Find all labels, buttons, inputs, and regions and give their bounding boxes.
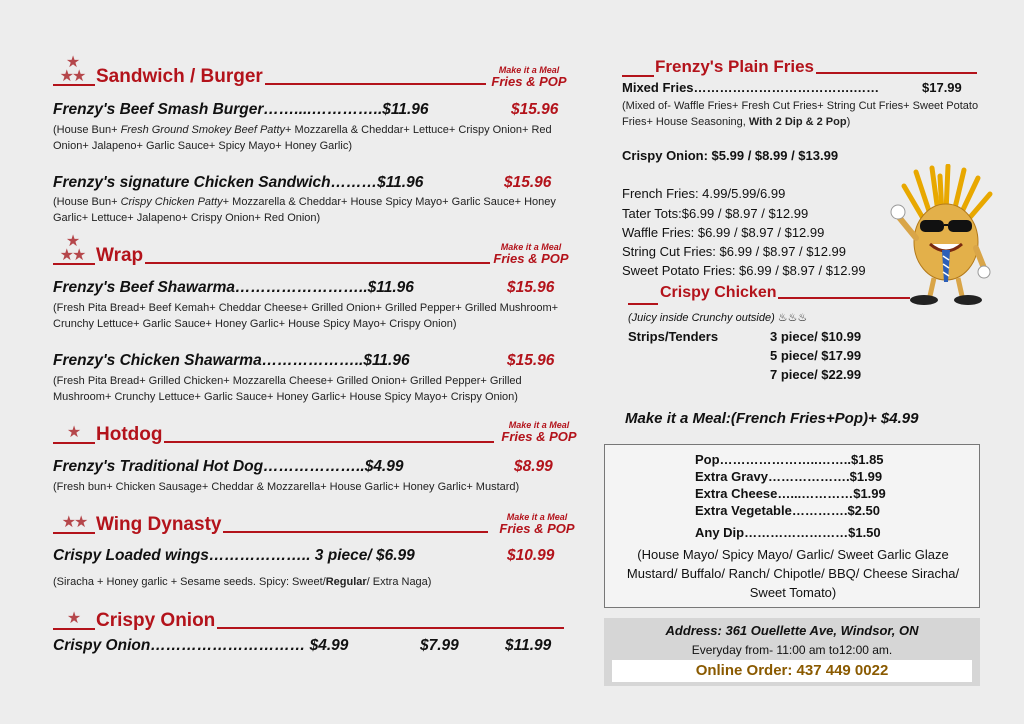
star-icon: ★ ★★ <box>59 54 85 85</box>
item-name: Frenzy's Chicken Shawarma………………..$11.96 <box>53 352 410 369</box>
section-underline <box>53 84 95 86</box>
section-title: Hotdog <box>96 424 163 445</box>
section-header-hotdog <box>96 424 494 446</box>
item-description: (House Bun+ Crispy Chicken Patty+ Mozzarella & Cheddar+ House Spicy Mayo+ Garlic Sauce+ Honey Garlic+ Lettuce+ Jalapeno+ Crispy Onion+ Red Onion) <box>53 196 556 224</box>
addon-item: Extra Cheese…...…………$1.99 <box>695 486 886 501</box>
item-name: Frenzy's Beef Shawarma……………………..$11.96 <box>53 279 414 296</box>
item-description: (Fresh Pita Bread+ Grilled Chicken+ Mozzarella Cheese+ Grilled Onion+ Grilled Pepper+ Grilled Mushroom+ Crunchy Lettuce+ Garlic Sauce+ Honey Garlic+ House Spicy Mayo+ Crispy Onion) <box>53 375 522 403</box>
section-header-sandwich <box>96 66 486 88</box>
meal-price: $15.96 <box>507 352 555 369</box>
meal-tag: Make it a Meal Fries & POP <box>493 242 569 266</box>
section-title: Sandwich / Burger <box>96 66 263 87</box>
meal-price: $10.99 <box>507 547 555 564</box>
section-underline <box>53 628 95 630</box>
item-price: $7.99 <box>420 637 459 654</box>
section-underline <box>53 532 95 534</box>
item-price: $11.99 <box>505 637 552 654</box>
item-name: Frenzy's Traditional Hot Dog………………..$4.99 <box>53 458 404 475</box>
mixed-fries-description: (Mixed of- Waffle Fries+ Fresh Cut Fries+ String Cut Fries+ Sweet Potato Fries+ House Seasoning, With 2 Dip & 2 Pop) <box>622 100 979 128</box>
chicken-option: 3 piece/ $10.99 <box>770 329 862 344</box>
item-description: (House Bun+ Fresh Ground Smokey Beef Patty+ Mozzarella & Cheddar+ Lettuce+ Crispy Onion+ Red Onion+ Jalapeno+ Garlic Sauce+ Spicy Mayo+ Honey Garlic) <box>53 124 552 152</box>
item-name: Crispy Loaded wings……………….. 3 piece/ $6.99 <box>53 547 415 564</box>
section-title: Wrap <box>96 245 144 266</box>
footer-panel <box>604 618 980 686</box>
section-underline <box>53 442 95 444</box>
section-header-wings <box>96 514 488 536</box>
hours: Everyday from- 11:00 am to12:00 am. <box>691 643 893 657</box>
section-header-plain-fries <box>655 57 977 77</box>
mixed-fries-price: $17.99 <box>922 80 962 95</box>
addon-item: Extra Gravy……………….$1.99 <box>695 469 883 484</box>
item-name: Frenzy's signature Chicken Sandwich………$11.96 <box>53 174 424 191</box>
mixed-fries-name: Mixed Fries……………………………….…… <box>622 80 880 95</box>
meal-price: $15.96 <box>504 174 552 191</box>
fries-item: Waffle Fries: $6.99 / $8.97 / $12.99 <box>622 225 825 240</box>
fries-item: Sweet Potato Fries: $6.99 / $8.97 / $12.99 <box>622 263 866 278</box>
addon-item: Extra Vegetable………….$2.50 <box>695 503 880 518</box>
star-icon: ★★ <box>61 514 87 531</box>
meal-tag: Make it a Meal Fries & POP <box>501 420 577 444</box>
crispy-chicken-note: (Juicy inside Crunchy outside) ♨♨♨ <box>628 312 808 324</box>
section-underline <box>53 263 95 265</box>
crispy-onion-prices: Crispy Onion: $5.99 / $8.99 / $13.99 <box>622 148 839 163</box>
section-header-crispy-chicken <box>660 284 910 302</box>
section-title: Crispy Chicken <box>660 284 777 301</box>
meal-offer: Make it a Meal:(French Fries+Pop)+ $4.99 <box>625 410 919 427</box>
star-icon: ★ <box>66 424 80 441</box>
addon-item: Pop…………………..……..$1.85 <box>695 452 884 467</box>
fries-item: String Cut Fries: $6.99 / $8.97 / $12.99 <box>622 244 847 259</box>
fries-item: Tater Tots:$6.99 / $8.97 / $12.99 <box>622 206 809 221</box>
star-icon: ★ ★★ <box>59 233 85 264</box>
meal-price: $15.96 <box>507 279 555 296</box>
section-title: Frenzy's Plain Fries <box>655 57 814 76</box>
meal-price: $8.99 <box>514 458 553 475</box>
fries-item: French Fries: 4.99/5.99/6.99 <box>622 186 786 201</box>
chicken-option: 5 piece/ $17.99 <box>770 348 862 363</box>
item-description: (Fresh bun+ Chicken Sausage+ Cheddar & Mozzarella+ House Garlic+ Honey Garlic+ Mustard) <box>53 481 520 493</box>
star-icon: ★ <box>66 610 80 627</box>
item-name: Crispy Onion………………………… $4.99 <box>53 637 349 654</box>
meal-tag: Make it a Meal Fries & POP <box>491 65 567 89</box>
section-underline <box>628 303 658 305</box>
addons-box <box>604 444 980 608</box>
any-dip: Any Dip……………………$1.50 <box>695 525 881 540</box>
fire-icon: ♨♨♨ <box>777 312 808 324</box>
chicken-option: 7 piece/ $22.99 <box>770 367 862 382</box>
section-title: Wing Dynasty <box>96 514 222 535</box>
item-description: (Fresh Pita Bread+ Beef Kemah+ Cheddar Cheese+ Grilled Onion+ Grilled Pepper+ Grilled Mushroom+ Crunchy Lettuce+ Garlic Sauce+ Honey Garlic+ House Spicy Mayo+ Crispy Onion) <box>53 302 559 330</box>
meal-tag: Make it a Meal Fries & POP <box>499 512 575 536</box>
section-underline <box>622 75 654 77</box>
section-header-crispy-onion <box>96 610 564 632</box>
dip-list: (House Mayo/ Spicy Mayo/ Garlic/ Sweet Garlic Glaze Mustard/ Buffalo/ Ranch/ Chipotle/ BBQ/ Cheese Siracha/ Sweet Tomato) <box>626 547 960 600</box>
online-order: Online Order: 437 449 0022 <box>612 660 972 682</box>
address: Address: 361 Ouellette Ave, Windsor, ON <box>665 623 919 638</box>
section-header-wrap <box>96 245 490 267</box>
section-title: Crispy Onion <box>96 610 216 631</box>
item-description: (Siracha + Honey garlic + Sesame seeds. Spicy: Sweet/Regular/ Extra Naga) <box>53 576 432 588</box>
item-name: Frenzy's Beef Smash Burger……....…………..$11.96 <box>53 101 429 118</box>
meal-price: $15.96 <box>511 101 559 118</box>
strips-label: Strips/Tenders <box>628 329 719 344</box>
